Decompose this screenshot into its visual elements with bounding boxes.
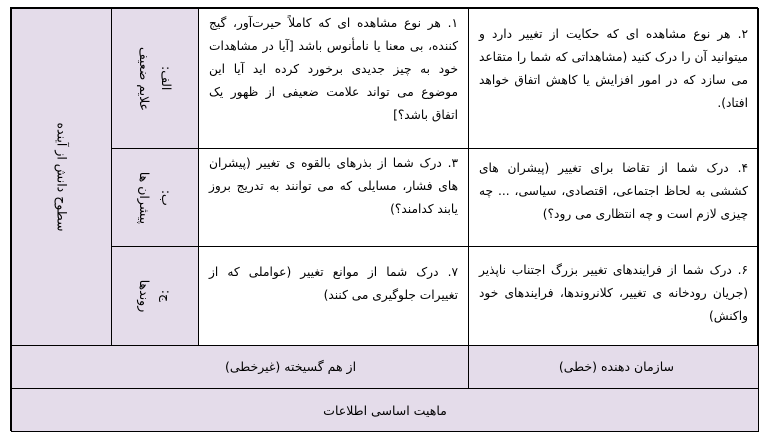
- knowledge-table: [10, 7, 758, 431]
- row-header-cell: [11, 8, 112, 346]
- bottom-label-cell: [11, 388, 759, 432]
- level-cell-c: [111, 246, 199, 346]
- cell-7: ۷. درک شما از موانع تغییر (عواملی که از تغییرات جلوگیری می کنند): [198, 246, 469, 346]
- level-label-a: الف: علایم ضعیف: [137, 46, 174, 111]
- level-cell-b: [111, 148, 199, 247]
- row-header-label: سطوح دانش از آینده: [54, 122, 70, 232]
- cell-4: ۴. درک شما از تقاضا برای تغییر (پیشران های کششی به لحاظ اجتماعی، اقتصادی، سیاسی، ... چه چیزی لازم است و چه انتظاری می رود؟): [468, 148, 759, 247]
- cell-2: ۲. هر نوع مشاهده ای که حکایت از تغییر دارد و میتوانید آن را درک کنید (مشاهداتی که شما را متقاعد می سازد که در امور افزایش یا کاهش اتفاق خواهد افتاد).: [468, 8, 759, 149]
- footer-nonlinear-cell: [11, 345, 469, 389]
- footer-linear-label: سازمان دهنده (خطی): [558, 359, 674, 374]
- footer-linear-cell: [468, 345, 759, 389]
- level-label-b: ب: پیشران ها: [137, 171, 174, 224]
- level-cell-a: [111, 8, 199, 149]
- cell-1: ۱. هر نوع مشاهده ای که کاملاً حیرت‌آور، گیج کننده، بی معنا یا نامأنوس باشد [آیا در مشاهدات خود به چیز جدیدی برخورد کرده اید آیا این موضوع می تواند علامت ضعیفی از ظهور یک اتفاق باشد؟]: [198, 8, 469, 149]
- footer-nonlinear-label: از هم گسیخته (غیرخطی): [224, 359, 357, 374]
- level-label-c: ج: روندها: [137, 279, 174, 313]
- cell-3: ۳. درک شما از بذرهای بالقوه ی تغییر (پیشران های فشار، مسایلی که می توانند به تدریج بروز یابند کدامند؟): [198, 148, 469, 247]
- cell-6: ۶. درک شما از فرایندهای تغییر بزرگ اجتناب ناپذیر (جریان رودخانه ی تغییر، کلانروندها، فرایندهای خود واکنش): [468, 246, 759, 346]
- bottom-label: ماهیت اساسی اطلاعات: [323, 403, 447, 418]
